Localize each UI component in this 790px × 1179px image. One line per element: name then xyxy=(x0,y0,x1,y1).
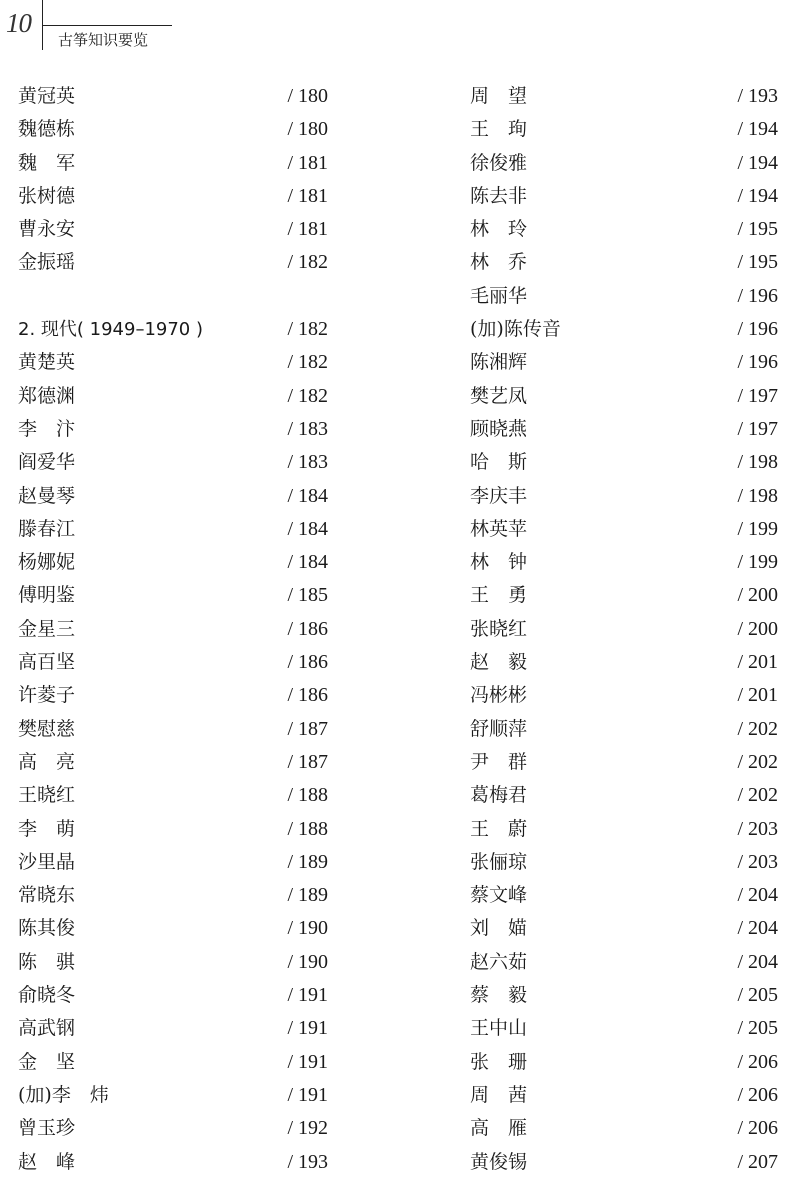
entry-page-number: / 188 xyxy=(287,817,328,840)
toc-entry xyxy=(470,180,778,213)
entry-name: 冯彬彬 xyxy=(470,684,528,707)
toc-entry xyxy=(470,513,778,546)
entry-page-number: / 182 xyxy=(287,318,328,341)
toc-entry xyxy=(470,646,778,679)
entry-name: 杨娜妮 xyxy=(18,551,76,574)
toc-entry xyxy=(470,979,778,1012)
toc-left-column xyxy=(18,80,328,1179)
entry-name: 林 玲 xyxy=(470,218,528,241)
entry-page-number: / 186 xyxy=(287,617,328,640)
entry-page-number: / 204 xyxy=(737,917,778,940)
toc-entry xyxy=(470,480,778,513)
running-title: 古筝知识要览 xyxy=(58,31,149,49)
entry-name: 毛丽华 xyxy=(470,284,528,307)
entry-name: 陈 骐 xyxy=(18,950,76,973)
toc-entry xyxy=(18,1046,328,1079)
toc-entry xyxy=(18,546,328,579)
toc-entry xyxy=(470,546,778,579)
entry-page-number: / 181 xyxy=(287,218,328,241)
entry-name: 魏 军 xyxy=(18,151,76,174)
toc-entry xyxy=(18,1146,328,1179)
entry-page-number: / 204 xyxy=(737,884,778,907)
entry-name: 李 汴 xyxy=(18,417,76,440)
entry-page-number: / 191 xyxy=(287,984,328,1007)
toc-entry xyxy=(18,280,328,313)
toc-entry xyxy=(470,879,778,912)
entry-page-number: / 206 xyxy=(737,1083,778,1106)
entry-page-number: / 205 xyxy=(737,984,778,1007)
entry-name: 葛梅君 xyxy=(470,784,528,807)
entry-name: 曾玉珍 xyxy=(18,1117,76,1140)
entry-page-number: / 203 xyxy=(737,850,778,873)
toc-entry xyxy=(18,213,328,246)
entry-page-number: / 183 xyxy=(287,417,328,440)
entry-name: 许菱子 xyxy=(18,684,76,707)
toc-right-column xyxy=(470,80,778,1179)
entry-page-number: / 196 xyxy=(737,351,778,374)
entry-page-number: / 193 xyxy=(287,1150,328,1173)
page-number: 10 xyxy=(6,8,31,38)
entry-name: 黄楚英 xyxy=(18,351,76,374)
entry-name: (加)李 炜 xyxy=(18,1083,109,1106)
entry-page-number: / 203 xyxy=(737,817,778,840)
toc-entry xyxy=(470,80,778,113)
section-title: 2. 现代( 1949–1970 ) xyxy=(18,319,204,341)
toc-entry xyxy=(18,413,328,446)
entry-name: 徐俊雅 xyxy=(470,151,528,174)
entry-name: 黄俊锡 xyxy=(470,1150,528,1173)
toc-entry xyxy=(470,313,778,346)
toc-entry xyxy=(18,480,328,513)
entry-name: 舒顺萍 xyxy=(470,717,528,740)
entry-page-number: / 191 xyxy=(287,1050,328,1073)
toc-entry xyxy=(470,613,778,646)
toc-entry xyxy=(18,679,328,712)
entry-name: 魏德栋 xyxy=(18,118,76,141)
entry-page-number: / 181 xyxy=(287,184,328,207)
toc-entry xyxy=(18,1012,328,1045)
entry-page-number: / 191 xyxy=(287,1017,328,1040)
entry-page-number: / 201 xyxy=(737,684,778,707)
entry-name: 顾晓燕 xyxy=(470,417,528,440)
entry-name: 金星三 xyxy=(18,617,76,640)
entry-page-number: / 198 xyxy=(737,484,778,507)
toc-section-heading xyxy=(18,313,328,346)
entry-name: 高百坚 xyxy=(18,651,76,674)
entry-page-number: / 202 xyxy=(737,717,778,740)
entry-name: 哈 斯 xyxy=(470,451,528,474)
entry-name: 林 钟 xyxy=(470,551,528,574)
entry-name: 赵 峰 xyxy=(18,1150,76,1173)
entry-page-number: / 191 xyxy=(287,1083,328,1106)
entry-name: (加)陈传音 xyxy=(470,318,561,341)
entry-page-number: / 198 xyxy=(737,451,778,474)
toc-entry xyxy=(470,746,778,779)
entry-page-number: / 199 xyxy=(737,517,778,540)
entry-page-number: / 184 xyxy=(287,517,328,540)
entry-page-number: / 200 xyxy=(737,617,778,640)
toc-entry xyxy=(18,80,328,113)
entry-name: 蔡文峰 xyxy=(470,884,528,907)
entry-page-number: / 192 xyxy=(287,1117,328,1140)
entry-page-number: / 186 xyxy=(287,684,328,707)
toc-entry xyxy=(18,912,328,945)
entry-page-number: / 207 xyxy=(737,1150,778,1173)
entry-page-number: / 201 xyxy=(737,651,778,674)
toc-entry xyxy=(18,879,328,912)
entry-page-number: / 187 xyxy=(287,717,328,740)
toc-entry xyxy=(18,246,328,279)
entry-page-number: / 197 xyxy=(737,384,778,407)
entry-page-number: / 182 xyxy=(287,251,328,274)
toc-entry xyxy=(18,513,328,546)
toc-entry xyxy=(18,813,328,846)
toc-entry xyxy=(18,946,328,979)
toc-entry xyxy=(470,713,778,746)
entry-page-number: / 181 xyxy=(287,151,328,174)
entry-name: 周 茜 xyxy=(470,1083,528,1106)
toc-entry xyxy=(470,413,778,446)
entry-name: 张 珊 xyxy=(470,1050,528,1073)
entry-name: 张晓红 xyxy=(470,617,528,640)
entry-page-number: / 182 xyxy=(287,384,328,407)
entry-name: 王 勇 xyxy=(470,584,528,607)
entry-name: 陈湘辉 xyxy=(470,351,528,374)
toc-entry xyxy=(470,1112,778,1145)
toc-entry xyxy=(18,779,328,812)
entry-name: 赵曼琴 xyxy=(18,484,76,507)
entry-name: 曹永安 xyxy=(18,218,76,241)
toc-entry xyxy=(18,446,328,479)
entry-name: 樊艺凤 xyxy=(470,384,528,407)
toc-entry xyxy=(18,613,328,646)
entry-page-number: / 199 xyxy=(737,551,778,574)
toc-entry xyxy=(18,579,328,612)
page-header xyxy=(0,0,790,60)
entry-page-number: / 194 xyxy=(737,184,778,207)
entry-name: 黄冠英 xyxy=(18,85,76,107)
entry-name: 林英苹 xyxy=(470,517,528,540)
entry-page-number: / 180 xyxy=(287,85,328,107)
toc-entry xyxy=(18,1112,328,1145)
entry-name: 李庆丰 xyxy=(470,484,528,507)
entry-name: 樊慰慈 xyxy=(18,717,76,740)
entry-page-number: / 204 xyxy=(737,950,778,973)
entry-page-number: / 189 xyxy=(287,850,328,873)
entry-page-number: / 195 xyxy=(737,218,778,241)
toc-entry xyxy=(18,646,328,679)
entry-name: 傅明鉴 xyxy=(18,584,76,607)
entry-page-number: / 190 xyxy=(287,917,328,940)
toc-entry xyxy=(18,1079,328,1112)
toc-entry xyxy=(470,280,778,313)
entry-page-number: / 186 xyxy=(287,651,328,674)
entry-name: 常晓东 xyxy=(18,884,76,907)
entry-page-number: / 194 xyxy=(737,151,778,174)
toc-entry xyxy=(18,113,328,146)
toc-entry xyxy=(470,579,778,612)
toc-entry xyxy=(470,246,778,279)
toc-entry xyxy=(470,346,778,379)
entry-name: 陈其俊 xyxy=(18,917,76,940)
entry-name: 沙里晶 xyxy=(18,850,76,873)
entry-name: 王中山 xyxy=(470,1017,528,1040)
entry-name: 尹 群 xyxy=(470,750,528,773)
entry-name: 刘 媌 xyxy=(470,917,528,940)
entry-name: 赵 毅 xyxy=(470,651,528,674)
entry-page-number: / 195 xyxy=(737,251,778,274)
entry-page-number: / 194 xyxy=(737,118,778,141)
entry-name: 陈去非 xyxy=(470,184,528,207)
entry-page-number: / 184 xyxy=(287,551,328,574)
toc-entry xyxy=(18,180,328,213)
toc-entry xyxy=(470,779,778,812)
toc-entry xyxy=(18,380,328,413)
toc-entry xyxy=(18,713,328,746)
entry-name: 阎爱华 xyxy=(18,451,76,474)
entry-page-number: / 180 xyxy=(287,118,328,141)
entry-name: 金振瑶 xyxy=(18,251,76,274)
entry-name: 金 坚 xyxy=(18,1050,76,1073)
entry-page-number: / 189 xyxy=(287,884,328,907)
toc-entry xyxy=(18,746,328,779)
toc-entry xyxy=(470,1046,778,1079)
entry-page-number: / 206 xyxy=(737,1117,778,1140)
toc-entry xyxy=(470,147,778,180)
entry-name: 张俪琼 xyxy=(470,850,528,873)
toc-entry xyxy=(470,213,778,246)
entry-page-number: / 196 xyxy=(737,284,778,307)
toc-entry xyxy=(470,679,778,712)
entry-name: 滕春江 xyxy=(18,517,76,540)
entry-page-number: / 187 xyxy=(287,750,328,773)
toc-entry xyxy=(470,912,778,945)
entry-name: 俞晓冬 xyxy=(18,984,76,1007)
entry-name: 王 蔚 xyxy=(470,817,528,840)
toc-entry xyxy=(470,813,778,846)
entry-page-number: / 202 xyxy=(737,750,778,773)
entry-page-number: / 190 xyxy=(287,950,328,973)
entry-name: 赵六茹 xyxy=(470,950,528,973)
entry-name: 张树德 xyxy=(18,184,76,207)
entry-page-number: / 193 xyxy=(737,85,778,107)
header-horizontal-rule xyxy=(42,25,172,26)
entry-page-number: / 185 xyxy=(287,584,328,607)
toc-entry xyxy=(470,113,778,146)
entry-page-number: / 188 xyxy=(287,784,328,807)
entry-name: 郑德渊 xyxy=(18,384,76,407)
entry-page-number: / 202 xyxy=(737,784,778,807)
toc-entry xyxy=(18,979,328,1012)
entry-name: 王晓红 xyxy=(18,784,76,807)
entry-name: 高 雁 xyxy=(470,1117,528,1140)
entry-page-number: / 205 xyxy=(737,1017,778,1040)
toc-entry xyxy=(470,946,778,979)
entry-page-number: / 184 xyxy=(287,484,328,507)
entry-page-number: / 200 xyxy=(737,584,778,607)
entry-page-number: / 206 xyxy=(737,1050,778,1073)
entry-name: 李 萌 xyxy=(18,817,76,840)
toc-entry xyxy=(18,346,328,379)
entry-page-number: / 196 xyxy=(737,318,778,341)
entry-name: 高 亮 xyxy=(18,750,76,773)
toc-entry xyxy=(18,147,328,180)
toc-entry xyxy=(470,846,778,879)
toc-entry xyxy=(470,1079,778,1112)
entry-page-number: / 197 xyxy=(737,417,778,440)
toc-entry xyxy=(470,446,778,479)
toc-entry xyxy=(470,380,778,413)
entry-name: 周 望 xyxy=(470,85,528,107)
entry-page-number: / 183 xyxy=(287,451,328,474)
toc-entry xyxy=(470,1146,778,1179)
entry-name: 蔡 毅 xyxy=(470,984,528,1007)
entry-name: 高武钢 xyxy=(18,1017,76,1040)
entry-page-number: / 182 xyxy=(287,351,328,374)
entry-name: 林 乔 xyxy=(470,251,528,274)
entry-name: 王 珣 xyxy=(470,118,528,141)
toc-entry xyxy=(470,1012,778,1045)
toc-entry xyxy=(18,846,328,879)
